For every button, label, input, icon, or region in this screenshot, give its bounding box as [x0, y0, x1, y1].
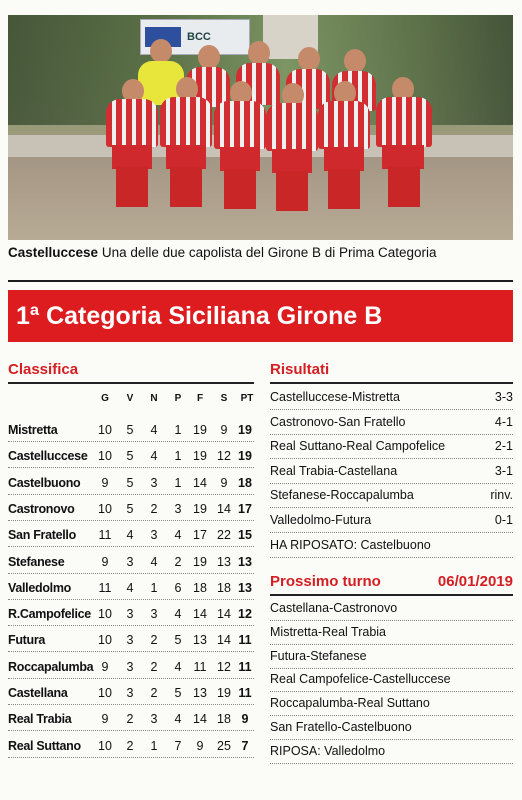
col-header: F — [196, 393, 204, 404]
result-row — [270, 411, 513, 435]
classifica-title: Classifica — [8, 361, 79, 378]
stat-g: 9 — [101, 475, 109, 490]
stat-f: 19 — [193, 423, 207, 437]
stat-pt: 19 — [238, 423, 252, 437]
row-separator — [8, 730, 254, 731]
fixture-row — [270, 645, 513, 669]
result-row — [270, 435, 513, 459]
stat-p: 4 — [174, 528, 182, 543]
fixture-row — [270, 668, 513, 692]
row-separator — [270, 557, 513, 558]
fixture: Mistretta-Real Trabia — [270, 624, 387, 639]
col-header: G — [101, 393, 109, 404]
team-name: San Fratello — [8, 528, 76, 543]
stat-v: 3 — [126, 686, 134, 700]
table-row — [8, 497, 254, 521]
fixture: Futura-Stefanese — [270, 648, 367, 663]
team-photo — [8, 15, 513, 240]
divider — [8, 280, 513, 282]
table-row — [8, 628, 254, 652]
col-header: V — [126, 393, 134, 404]
table-row — [8, 471, 254, 495]
stat-g: 10 — [98, 738, 112, 753]
stat-v: 3 — [126, 633, 134, 648]
stat-pt: 13 — [238, 554, 252, 569]
stat-v: 5 — [126, 449, 134, 464]
stat-v: 3 — [126, 659, 134, 674]
stat-s: 25 — [217, 738, 231, 753]
col-header: PT — [240, 393, 254, 404]
row-separator — [8, 573, 254, 574]
table-row — [8, 707, 254, 731]
stat-g: 11 — [98, 580, 112, 595]
row-separator — [270, 763, 513, 764]
match: Real Trabia-Castellana — [270, 463, 398, 478]
table-row — [8, 602, 254, 626]
stat-g: 10 — [98, 633, 112, 648]
stat-n: 2 — [150, 501, 158, 516]
table-row — [8, 681, 254, 705]
fixture-row — [270, 597, 513, 621]
stat-s: 18 — [217, 580, 231, 595]
score: 3-3 — [494, 390, 513, 404]
stat-f: 19 — [193, 449, 207, 464]
stat-v: 2 — [126, 738, 134, 753]
pitch — [8, 157, 513, 240]
stat-s: 12 — [217, 449, 231, 464]
team-name: Mistretta — [8, 423, 58, 437]
stat-f: 14 — [193, 607, 207, 622]
row-separator — [8, 651, 254, 652]
table-row — [8, 576, 254, 600]
team-name: Castelbuono — [8, 475, 81, 490]
score: 0-1 — [494, 513, 513, 527]
risultati-divider — [270, 382, 513, 384]
fixture: Roccapalumba-Real Suttano — [270, 696, 430, 711]
stat-p: 2 — [174, 554, 182, 569]
prossimo-divider — [270, 594, 513, 596]
team-name: Valledolmo — [8, 580, 71, 595]
score: rinv. — [490, 488, 513, 503]
stat-v: 4 — [126, 580, 134, 595]
table-row — [8, 418, 254, 442]
team-name: Castronovo — [8, 501, 75, 516]
fixture: RIPOSA: Valledolmo — [270, 743, 386, 758]
stat-g: 10 — [98, 686, 112, 700]
stat-v: 2 — [126, 712, 134, 727]
stat-f: 13 — [193, 686, 207, 700]
stat-p: 1 — [174, 475, 182, 490]
fixture-row — [270, 692, 513, 716]
col-header: S — [220, 393, 228, 404]
table-row — [8, 734, 254, 758]
stat-p: 4 — [174, 712, 182, 727]
caption-team: Castelluccese — [8, 245, 99, 260]
stat-n: 3 — [150, 607, 158, 622]
stat-v: 3 — [126, 554, 134, 569]
team-name: Futura — [8, 633, 46, 648]
team-name: Castellana — [8, 686, 68, 700]
result-row — [270, 534, 513, 558]
fixture: Real Campofelice-Castelluccese — [270, 672, 451, 687]
stat-pt: 13 — [238, 580, 252, 595]
team-name: R.Campofelice — [8, 607, 91, 622]
stat-s: 13 — [217, 554, 231, 569]
stat-pt: 9 — [241, 712, 249, 727]
stat-n: 3 — [150, 475, 158, 490]
team-name: Real Trabia — [8, 712, 72, 727]
stat-pt: 11 — [238, 659, 252, 674]
stat-s: 14 — [217, 607, 231, 622]
stat-n: 4 — [150, 449, 158, 464]
team-name: Roccapalumba — [8, 659, 94, 674]
sponsor-banner-text: BCC — [187, 31, 211, 43]
stat-p: 4 — [174, 607, 182, 622]
stat-s: 18 — [217, 712, 231, 727]
stat-f: 9 — [196, 738, 204, 753]
stat-g: 9 — [101, 712, 109, 727]
row-separator — [8, 467, 254, 468]
stat-g: 10 — [98, 423, 112, 437]
stat-v: 3 — [126, 607, 134, 622]
stat-n: 3 — [150, 528, 158, 543]
row-separator — [8, 625, 254, 626]
stat-pt: 12 — [238, 607, 252, 622]
stat-n: 1 — [150, 738, 158, 753]
stat-v: 4 — [126, 528, 134, 543]
stat-n: 2 — [150, 633, 158, 648]
stat-pt: 15 — [238, 528, 252, 543]
stat-f: 17 — [193, 528, 207, 543]
fixture: San Fratello-Castelbuono — [270, 720, 412, 734]
stat-f: 19 — [193, 501, 207, 516]
stat-s: 14 — [217, 501, 231, 516]
match: Stefanese-Roccapalumba — [270, 488, 414, 503]
stat-f: 11 — [193, 659, 207, 674]
stat-n: 4 — [150, 423, 158, 437]
stat-p: 3 — [174, 501, 182, 516]
stat-f: 14 — [193, 475, 207, 490]
score: 3-1 — [494, 463, 513, 478]
prossimo-title: Prossimo turno — [270, 573, 381, 590]
table-row — [8, 655, 254, 679]
caption-text: Una delle due capolista del Girone B di Prima Categoria — [101, 245, 437, 260]
stat-v: 5 — [126, 475, 134, 490]
fixture-row — [270, 740, 513, 764]
stat-p: 6 — [174, 580, 182, 595]
stat-p: 1 — [174, 449, 182, 464]
stat-pt: 11 — [238, 686, 252, 700]
row-separator — [8, 757, 254, 758]
result-row — [270, 386, 513, 410]
stat-pt: 17 — [238, 501, 252, 516]
player — [106, 99, 158, 147]
stat-v: 5 — [126, 501, 134, 516]
fixture-row — [270, 716, 513, 740]
stat-g: 9 — [101, 659, 109, 674]
match: HA RIPOSATO: Castelbuono — [270, 537, 431, 552]
table-row — [8, 550, 254, 574]
match: Valledolmo-Futura — [270, 513, 372, 527]
match: Castronovo-San Fratello — [270, 414, 406, 429]
row-separator — [8, 494, 254, 495]
stat-s: 14 — [217, 633, 231, 648]
photo-caption — [8, 245, 513, 260]
stat-n: 3 — [150, 712, 158, 727]
stat-s: 9 — [220, 475, 228, 490]
player — [214, 101, 266, 149]
stat-g: 10 — [98, 607, 112, 622]
player — [160, 97, 212, 147]
stat-v: 5 — [126, 423, 134, 437]
stat-p: 7 — [174, 738, 182, 753]
result-row — [270, 509, 513, 533]
team-name: Castelluccese — [8, 449, 88, 464]
stat-f: 18 — [193, 580, 207, 595]
player — [376, 97, 432, 147]
match: Real Suttano-Real Campofelice — [270, 439, 446, 454]
row-separator — [8, 704, 254, 705]
stat-pt: 7 — [241, 738, 249, 753]
stat-n: 2 — [150, 686, 158, 700]
stat-pt: 11 — [238, 633, 252, 648]
team-name: Stefanese — [8, 554, 65, 569]
fixture-row — [270, 621, 513, 645]
stat-f: 13 — [193, 633, 207, 648]
stat-n: 1 — [150, 580, 158, 595]
stat-pt: 18 — [238, 475, 252, 490]
prossimo-date: 06/01/2019 — [437, 573, 513, 590]
team-name: Real Suttano — [8, 738, 81, 753]
stat-s: 19 — [217, 686, 231, 700]
score: 2-1 — [494, 439, 513, 454]
row-separator — [8, 546, 254, 547]
stat-g: 9 — [101, 554, 109, 569]
row-separator — [8, 441, 254, 442]
match: Castelluccese-Mistretta — [270, 390, 400, 404]
classifica-header — [8, 393, 254, 407]
stat-p: 4 — [174, 659, 182, 674]
page-title: 1ª Categoria Siciliana Girone B — [8, 290, 513, 342]
player — [318, 101, 370, 149]
stat-p: 1 — [174, 423, 182, 437]
stat-n: 4 — [150, 554, 158, 569]
row-separator — [8, 520, 254, 521]
result-row — [270, 484, 513, 508]
score: 4-1 — [494, 414, 513, 429]
risultati-title: Risultati — [270, 361, 330, 378]
stat-s: 22 — [217, 528, 231, 543]
row-separator — [8, 678, 254, 679]
col-header: P — [174, 393, 182, 404]
stat-s: 9 — [220, 423, 228, 437]
stat-p: 5 — [174, 633, 182, 648]
table-row — [8, 523, 254, 547]
stat-s: 12 — [217, 659, 231, 674]
result-row — [270, 460, 513, 484]
col-header: N — [150, 393, 158, 404]
stat-n: 2 — [150, 659, 158, 674]
stat-g: 10 — [98, 449, 112, 464]
stat-g: 10 — [98, 501, 112, 516]
stat-f: 19 — [193, 554, 207, 569]
player — [266, 103, 318, 151]
table-row — [8, 444, 254, 468]
row-separator — [8, 599, 254, 600]
stat-pt: 19 — [238, 449, 252, 464]
fixture: Castellana-Castronovo — [270, 601, 398, 615]
stat-p: 5 — [174, 686, 182, 700]
classifica-divider — [8, 382, 254, 384]
stat-g: 11 — [98, 528, 112, 543]
stat-f: 14 — [193, 712, 207, 727]
